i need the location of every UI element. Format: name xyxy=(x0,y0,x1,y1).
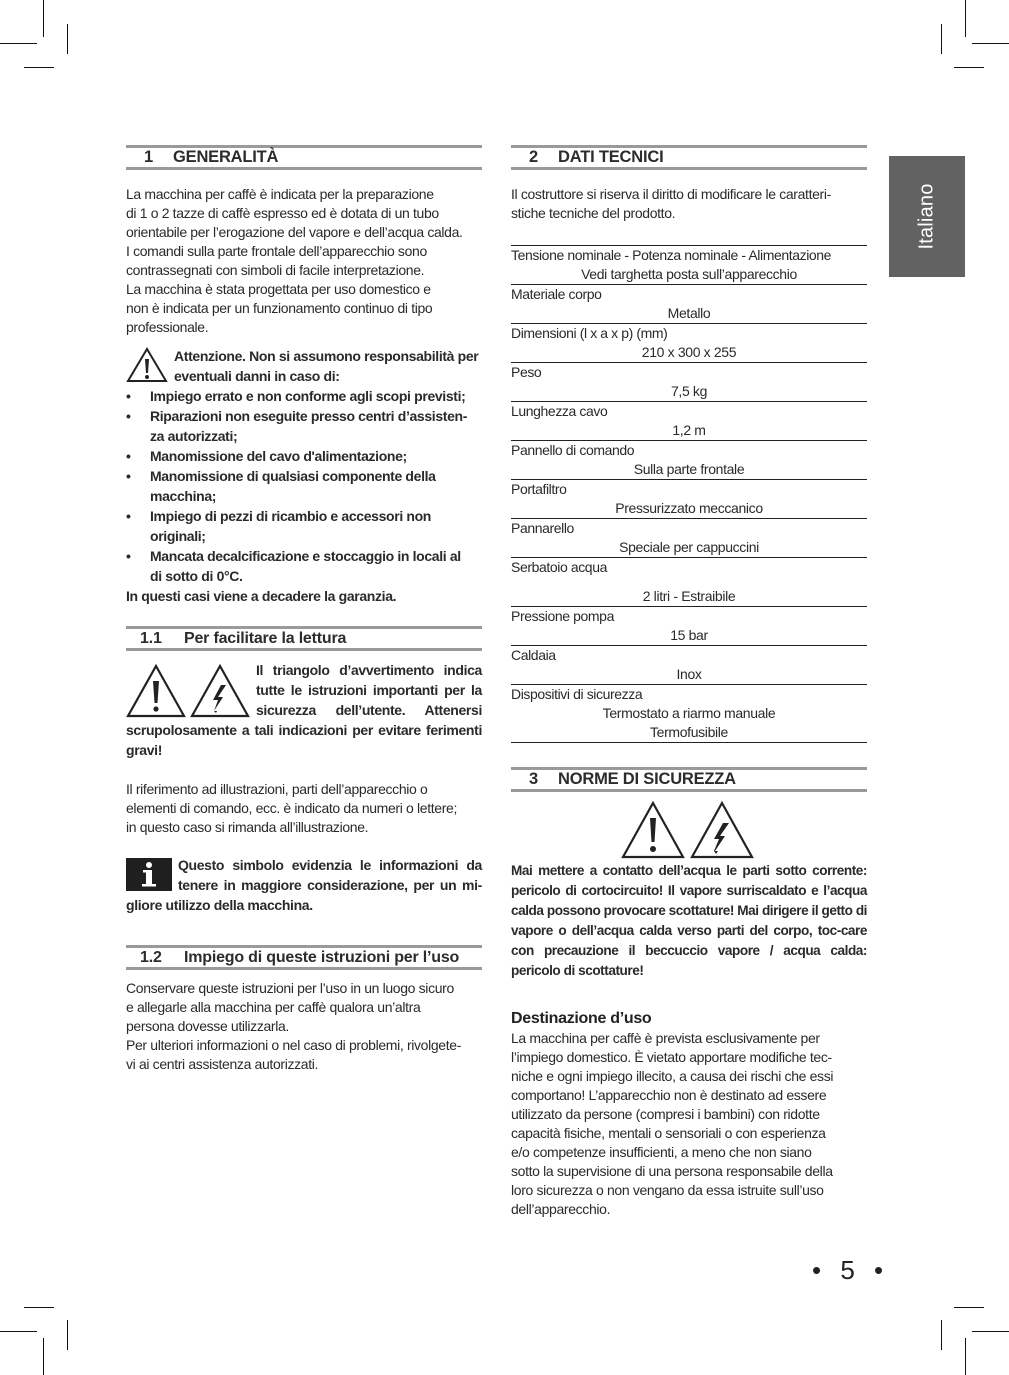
usage-instructions xyxy=(126,979,482,1074)
crop-mark xyxy=(67,24,68,54)
generalita-intro xyxy=(126,185,482,337)
section-title: DATI TECNICI xyxy=(558,148,664,166)
spec-label: Lunghezza cavo xyxy=(511,403,608,419)
spec-row xyxy=(511,607,867,646)
spec-value: Termofusibile xyxy=(650,724,728,740)
safety-icons xyxy=(511,801,867,859)
spec-label: Dimensioni (l x a x p) (mm) xyxy=(511,325,668,341)
text-line: e/o competenze insufficienti, a meno che non siano xyxy=(511,1144,812,1160)
safety-warning-text: Mai mettere a contatto dell’acqua le parti sotto corrente: pericolo di cortocircuito! Il vapore surriscaldato e l’acqua calda possono provocare scottature! Mai dirigere il getto di vapore o dell’acqua calda verso parti del corpo, toc-care con precauzione il beccuccio vapore / acqua calda: pericolo di scottature! xyxy=(511,863,867,978)
electric-hazard-icon xyxy=(192,666,248,716)
liability-list xyxy=(126,386,482,586)
text-line: in questo caso si rimanda all’illustrazione. xyxy=(126,819,369,835)
crop-mark xyxy=(0,1331,37,1332)
section-number: 1.2 xyxy=(140,948,162,966)
crop-mark xyxy=(24,67,54,68)
text-line: Per ulteriori informazioni o nel caso di problemi, rivolgete- xyxy=(126,1037,462,1053)
spec-label: Pannello di comando xyxy=(511,442,635,458)
spec-label: Portafiltro xyxy=(511,481,567,497)
section-title: Per facilitare la lettura xyxy=(184,629,347,647)
crop-mark xyxy=(43,0,44,37)
text-line: niche e ogni impiego illecito, a causa dei rischi che essi xyxy=(511,1068,834,1084)
spec-label: Dispositivi di sicurezza xyxy=(511,686,643,702)
intended-use-heading: Destinazione d’uso xyxy=(511,1010,652,1027)
right-column xyxy=(511,145,867,1219)
crop-mark xyxy=(0,43,37,44)
section-title: GENERALITÀ xyxy=(173,148,279,166)
spec-value: 15 bar xyxy=(670,627,708,643)
section-heading-dati-tecnici xyxy=(511,145,867,170)
text-line: orientabile per l’erogazione del vapore e dell’acqua calda. xyxy=(126,224,463,240)
spec-label: Tensione nominale - Potenza nominale - Alimentazione xyxy=(511,247,832,263)
text-line: capacità fisiche, mentali o sensoriali o con esperienza xyxy=(511,1125,826,1141)
spec-label: Materiale corpo xyxy=(511,286,602,302)
spec-row xyxy=(511,285,867,324)
section-number: 1 xyxy=(144,148,153,166)
spec-label: Pressione pompa xyxy=(511,608,614,624)
warning-text: Attenzione. Non si assumono responsabilità per xyxy=(174,348,479,364)
spec-row xyxy=(511,646,867,685)
spec-value: 1,2 m xyxy=(672,422,706,438)
spec-row xyxy=(511,558,867,607)
section-number: 1.1 xyxy=(140,629,162,647)
text-line: persona dovesse utilizzarla. xyxy=(126,1018,289,1034)
spec-label: Peso xyxy=(511,364,542,380)
warning-text: eventuali danni in caso di: xyxy=(174,368,340,384)
spec-value: 210 x 300 x 255 xyxy=(641,344,737,360)
section-title: Impiego di queste istruzioni per l’uso xyxy=(184,948,460,966)
spec-label: Serbatoio acqua xyxy=(511,559,607,575)
spec-value: 7,5 kg xyxy=(670,383,708,399)
crop-mark xyxy=(43,1338,44,1375)
text-line: utilizzato da persone (compresi i bambini) con ridotte xyxy=(511,1106,820,1122)
section-heading-norme-sicurezza xyxy=(511,767,867,792)
spec-label: Caldaia xyxy=(511,647,556,663)
info-note xyxy=(126,855,482,915)
crop-mark xyxy=(954,1307,984,1308)
crop-mark xyxy=(24,1307,54,1308)
spec-row xyxy=(511,246,867,285)
crop-mark xyxy=(965,1338,966,1375)
crop-mark xyxy=(954,67,984,68)
info-text: Questo simbolo evidenzia le informazioni da tenere in maggiore considerazione, per un mi-gliore utilizzo della macchina. xyxy=(126,857,482,913)
spec-row xyxy=(511,363,867,402)
text-line: dell’apparecchio. xyxy=(511,1201,611,1217)
text-line: I comandi sulla parte frontale dell’apparecchio sono xyxy=(126,243,427,259)
spec-label: Pannarello xyxy=(511,520,574,536)
spec-value: Vedi targhetta posta sull’apparecchio xyxy=(581,266,797,282)
text-line: vi ai centri assistenza autorizzati. xyxy=(126,1056,319,1072)
spec-row xyxy=(511,402,867,441)
list-item: • Manomissione del cavo d'alimentazione; xyxy=(126,446,482,466)
text-line: stiche tecniche del prodotto. xyxy=(511,205,676,221)
info-icon xyxy=(126,858,172,891)
exclamation-triangle-icon xyxy=(128,666,184,716)
language-tab xyxy=(889,156,965,277)
spec-value: Inox xyxy=(676,666,702,682)
section-heading-generalita xyxy=(126,145,482,170)
text-line: contrassegnati con simboli di facile interpretazione. xyxy=(126,262,425,278)
spec-value: 2 litri - Estraibile xyxy=(642,588,736,604)
crop-mark xyxy=(972,43,1009,44)
dati-tecnici-intro xyxy=(511,185,867,223)
text-line: Conservare queste istruzioni per l’uso in un luogo sicuro xyxy=(126,980,454,996)
crop-mark xyxy=(941,24,942,54)
section-title: NORME DI SICUREZZA xyxy=(558,770,736,788)
text-line: non è indicata per un funzionamento continuo di tipo xyxy=(126,300,433,316)
spec-value: Termostato a riarmo manuale xyxy=(602,705,776,721)
text-line: Il riferimento ad illustrazioni, parti dell’apparecchio o xyxy=(126,781,428,797)
text-line: l’impiego domestico. È vietato apportare modifiche tec- xyxy=(511,1049,832,1065)
spec-row xyxy=(511,685,867,743)
spec-value: Metallo xyxy=(667,305,711,321)
liability-warning xyxy=(126,346,482,606)
spec-row xyxy=(511,441,867,480)
section-number: 2 xyxy=(529,148,538,166)
list-item: • Manomissione di qualsiasi componente della macchina; xyxy=(126,466,482,506)
text-line: e allegarle alla macchina per caffè qualora un’altra xyxy=(126,999,421,1015)
text-line: La macchina è stata progettata per uso domestico e xyxy=(126,281,431,297)
section-heading-lettura xyxy=(126,626,482,651)
triangle-explanation xyxy=(126,660,482,760)
text-line: di 1 o 2 tazze di caffè espresso ed è dotata di un tubo xyxy=(126,205,439,221)
text-line: comportano! L’apparecchio non è destinato ad essere xyxy=(511,1087,827,1103)
crop-mark xyxy=(941,1320,942,1350)
list-item: • Riparazioni non eseguite presso centri d’assisten- za autorizzati; xyxy=(126,406,482,446)
intended-use-text xyxy=(511,1029,867,1219)
electric-hazard-icon xyxy=(692,803,752,857)
list-item: • Impiego di pezzi di ricambio e accessori non originali; xyxy=(126,506,482,546)
text-line: loro sicurezza o non vengano da essa istruite sull’uso xyxy=(511,1182,824,1198)
list-item: • Mancata decalcificazione e stoccaggio in locali al di sotto di 0°C. xyxy=(126,546,482,586)
text-line: professionale. xyxy=(126,319,209,335)
crop-mark xyxy=(965,0,966,37)
crop-mark xyxy=(972,1331,1009,1332)
spec-table xyxy=(511,245,867,743)
warning-icons xyxy=(126,663,252,719)
text-line: La macchina per caffè è prevista esclusivamente per xyxy=(511,1030,820,1046)
spec-row xyxy=(511,324,867,363)
crop-mark xyxy=(67,1320,68,1350)
text-line: sotto la supervisione di una persona responsabile della xyxy=(511,1163,833,1179)
spec-row xyxy=(511,519,867,558)
section-number: 3 xyxy=(529,770,538,788)
exclamation-triangle-icon xyxy=(623,803,683,857)
spec-value: Pressurizzato meccanico xyxy=(615,500,763,516)
warranty-note: In questi casi viene a decadere la garanzia. xyxy=(126,588,397,604)
spec-value: Sulla parte frontale xyxy=(633,461,745,477)
list-item: • Impiego errato e non conforme agli scopi previsti; xyxy=(126,386,482,406)
language-tab-label: Italiano xyxy=(915,183,938,250)
spec-row xyxy=(511,480,867,519)
text-line: Il costruttore si riserva il diritto di modificare le caratteri- xyxy=(511,186,831,202)
text-line: La macchina per caffè è indicata per la preparazione xyxy=(126,186,434,202)
text-line: elementi di comando, ecc. è indicato da numeri o lettere; xyxy=(126,800,458,816)
warning-triangle-icon xyxy=(126,347,168,383)
section-heading-impiego xyxy=(126,945,482,970)
spec-value: Speciale per cappuccini xyxy=(619,539,759,555)
reference-note xyxy=(126,780,482,837)
triangle-note: Il triangolo d’avvertimento indica tutte le istruzioni importanti per la sicurezza dell’utente. Attenersi scrupolosamente a tali indicazioni per evitare ferimenti gravi! xyxy=(126,662,482,758)
page-number: • 5 • xyxy=(812,1255,890,1285)
left-column xyxy=(126,145,482,1074)
